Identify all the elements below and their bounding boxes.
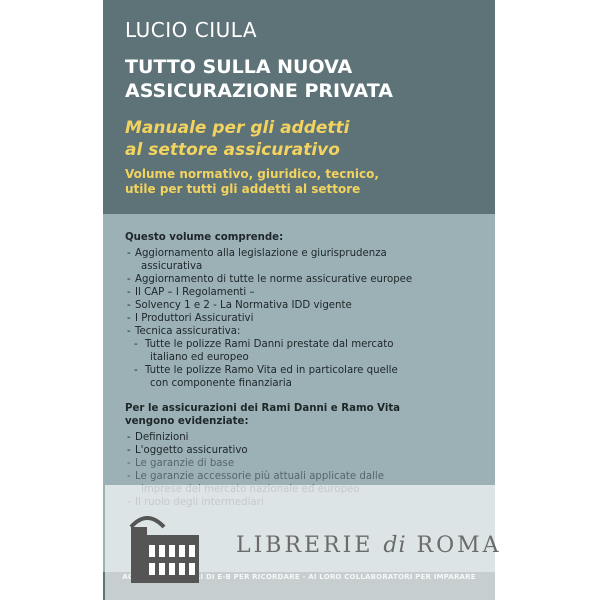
list-subitem: - Tutte le polizze Ramo Vita ed in particolare quelle (125, 364, 485, 377)
book-title (125, 55, 393, 103)
title-line: TUTTO SULLA NUOVA (125, 56, 353, 78)
list-item: - Solvency 1 e 2 - La Normativa IDD vigente (125, 299, 485, 312)
book-description (125, 167, 379, 197)
list-item: - Le garanzie di base (125, 457, 485, 470)
description-line: utile per tutti gli addetti al settore (125, 182, 361, 196)
list-item: - Le garanzie accessorie più attuali applicate dalle (125, 470, 485, 483)
list-item: - I Produttori Assicurativi (125, 312, 485, 325)
list-item: - Tecnica assicurativa: (125, 325, 485, 338)
list-item: - Aggiornamento alla legislazione e giurisprudenza (125, 247, 485, 260)
bookshelf-logo-icon (125, 505, 203, 585)
list-item: - Il CAP – I Regolamenti – (125, 286, 485, 299)
watermark-text: LIBRERIE di ROMA (236, 533, 502, 558)
book-subtitle (125, 117, 350, 161)
list-item-continuation: con componente finanziaria (150, 378, 292, 389)
list-subitem: - Tutte le polizze Rami Danni prestate dal mercato (125, 338, 485, 351)
list-item: - Definizioni (125, 431, 485, 444)
section2-heading-line: Per le assicurazioni dei Rami Danni e Ramo Vita (125, 403, 401, 414)
subtitle-line: al settore assicurativo (125, 140, 340, 160)
section2-heading-line: vengono evidenziate: (125, 416, 249, 427)
list-item: - L'oggetto assicurativo (125, 444, 485, 457)
contents-list (125, 231, 485, 509)
title-line: ASSICURAZIONE PRIVATA (125, 80, 393, 102)
subtitle-line: Manuale per gli addetti (125, 118, 350, 138)
section1-heading: Questo volume comprende: (125, 232, 284, 243)
list-item-continuation: italiano ed europeo (150, 352, 249, 363)
section1-list (125, 247, 485, 390)
description-line: Volume normativo, giuridico, tecnico, (125, 167, 379, 181)
list-item: - Aggiornamento di tutte le norme assicurative europee (125, 273, 485, 286)
list-item-continuation: assicurativa (141, 261, 203, 272)
author-name: LUCIO CIULA (125, 18, 258, 42)
